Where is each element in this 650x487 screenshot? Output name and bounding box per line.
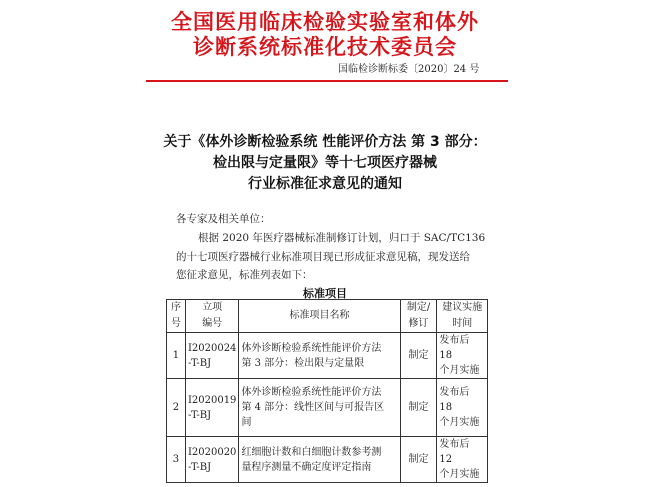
- row-name: [239, 379, 400, 437]
- header-no: [167, 300, 186, 333]
- row-name-line2: 第 4 部分：线性区间与可报告区: [241, 402, 385, 413]
- row-impl-line1: 发布后 18: [439, 387, 470, 413]
- row-name: [239, 437, 400, 483]
- row-impl-line2: 个月实施: [439, 469, 480, 480]
- row-code-line2: -T-BJ: [187, 409, 212, 421]
- body-paragraph-line3: 您征求意见，标准列表如下：: [176, 269, 313, 281]
- row-code: [185, 333, 239, 379]
- row-impl-line1: 发布后 18: [439, 335, 470, 361]
- header-name: 标准项目名称: [239, 300, 400, 333]
- row-mod: 制定: [400, 333, 437, 379]
- row-impl-line1: 发布后 12: [439, 439, 470, 465]
- header-mod-line1: 制定/: [406, 302, 431, 313]
- header-impl: [437, 300, 488, 333]
- row-impl: [437, 437, 488, 483]
- header-no-line2: 号: [170, 318, 181, 329]
- row-name: [239, 333, 400, 379]
- header-impl-line2: 时间: [452, 318, 473, 329]
- row-code-line1: I2020020: [187, 446, 237, 458]
- row-code: [185, 437, 239, 483]
- row-mod: 制定: [400, 379, 437, 437]
- table-caption: 标准项目: [303, 287, 347, 300]
- row-no: 2: [167, 379, 186, 437]
- document-number: 国临检诊断标委〔2020〕24 号: [338, 64, 480, 75]
- header-code-line2: 编号: [202, 318, 223, 329]
- header-code-line1: 立项: [202, 302, 223, 313]
- row-no: 3: [167, 437, 186, 483]
- row-code-line1: I2020019: [187, 394, 237, 406]
- row-mod: 制定: [400, 437, 437, 483]
- header-code: [185, 300, 239, 333]
- row-impl: [437, 333, 488, 379]
- row-impl: [437, 379, 488, 437]
- notice-title-line2: 检出限与定量限》等十七项医疗器械: [213, 155, 437, 171]
- body-paragraph-line2: 的十七项医疗器械行业标准项目现已形成征求意见稿，现发送给: [176, 251, 470, 263]
- row-name-line2: 第 3 部分：检出限与定量限: [241, 357, 365, 369]
- header-no-line1: 序: [170, 302, 181, 313]
- table-row: [167, 333, 488, 379]
- row-impl-line2: 个月实施: [439, 417, 480, 428]
- row-name-line1: 红细胞计数和白细胞计数参考测: [241, 446, 382, 458]
- table-row: [167, 379, 488, 437]
- row-name-line3: 间: [241, 417, 252, 428]
- notice-title-line1: 关于《体外诊断检验系统 性能评价方法 第 3 部分：: [163, 134, 487, 150]
- row-name-line2: 量程序测量不确定度评定指南: [241, 461, 372, 473]
- row-code: [185, 379, 239, 437]
- row-code-line2: -T-BJ: [187, 357, 212, 369]
- row-name-line1: 体外诊断检验系统性能评价方法: [241, 342, 382, 354]
- red-divider: [146, 80, 508, 82]
- header-mod-line2: 修订: [408, 318, 429, 329]
- row-no: 1: [167, 333, 186, 379]
- row-code-line1: I2020024: [187, 342, 237, 354]
- table-row: [167, 437, 488, 483]
- header-mod: [400, 300, 437, 333]
- row-name-line1: 体外诊断检验系统性能评价方法: [241, 387, 382, 398]
- org-name-line1: 全国医用临床检验实验室和体外: [171, 9, 479, 34]
- standards-table: [166, 299, 488, 483]
- row-code-line2: -T-BJ: [187, 461, 212, 473]
- body-paragraph-line1: 根据 2020 年医疗器械标准制修订计划，归口于 SAC/TC136: [198, 232, 486, 244]
- salutation: 各专家及相关单位：: [176, 213, 271, 225]
- row-impl-line2: 个月实施: [439, 365, 480, 376]
- notice-title-line3: 行业标准征求意见的通知: [248, 176, 402, 192]
- table-header-row: [167, 300, 488, 333]
- header-impl-line1: 建议实施: [442, 302, 483, 313]
- org-name-line2: 诊断系统标准化技术委员会: [193, 34, 457, 59]
